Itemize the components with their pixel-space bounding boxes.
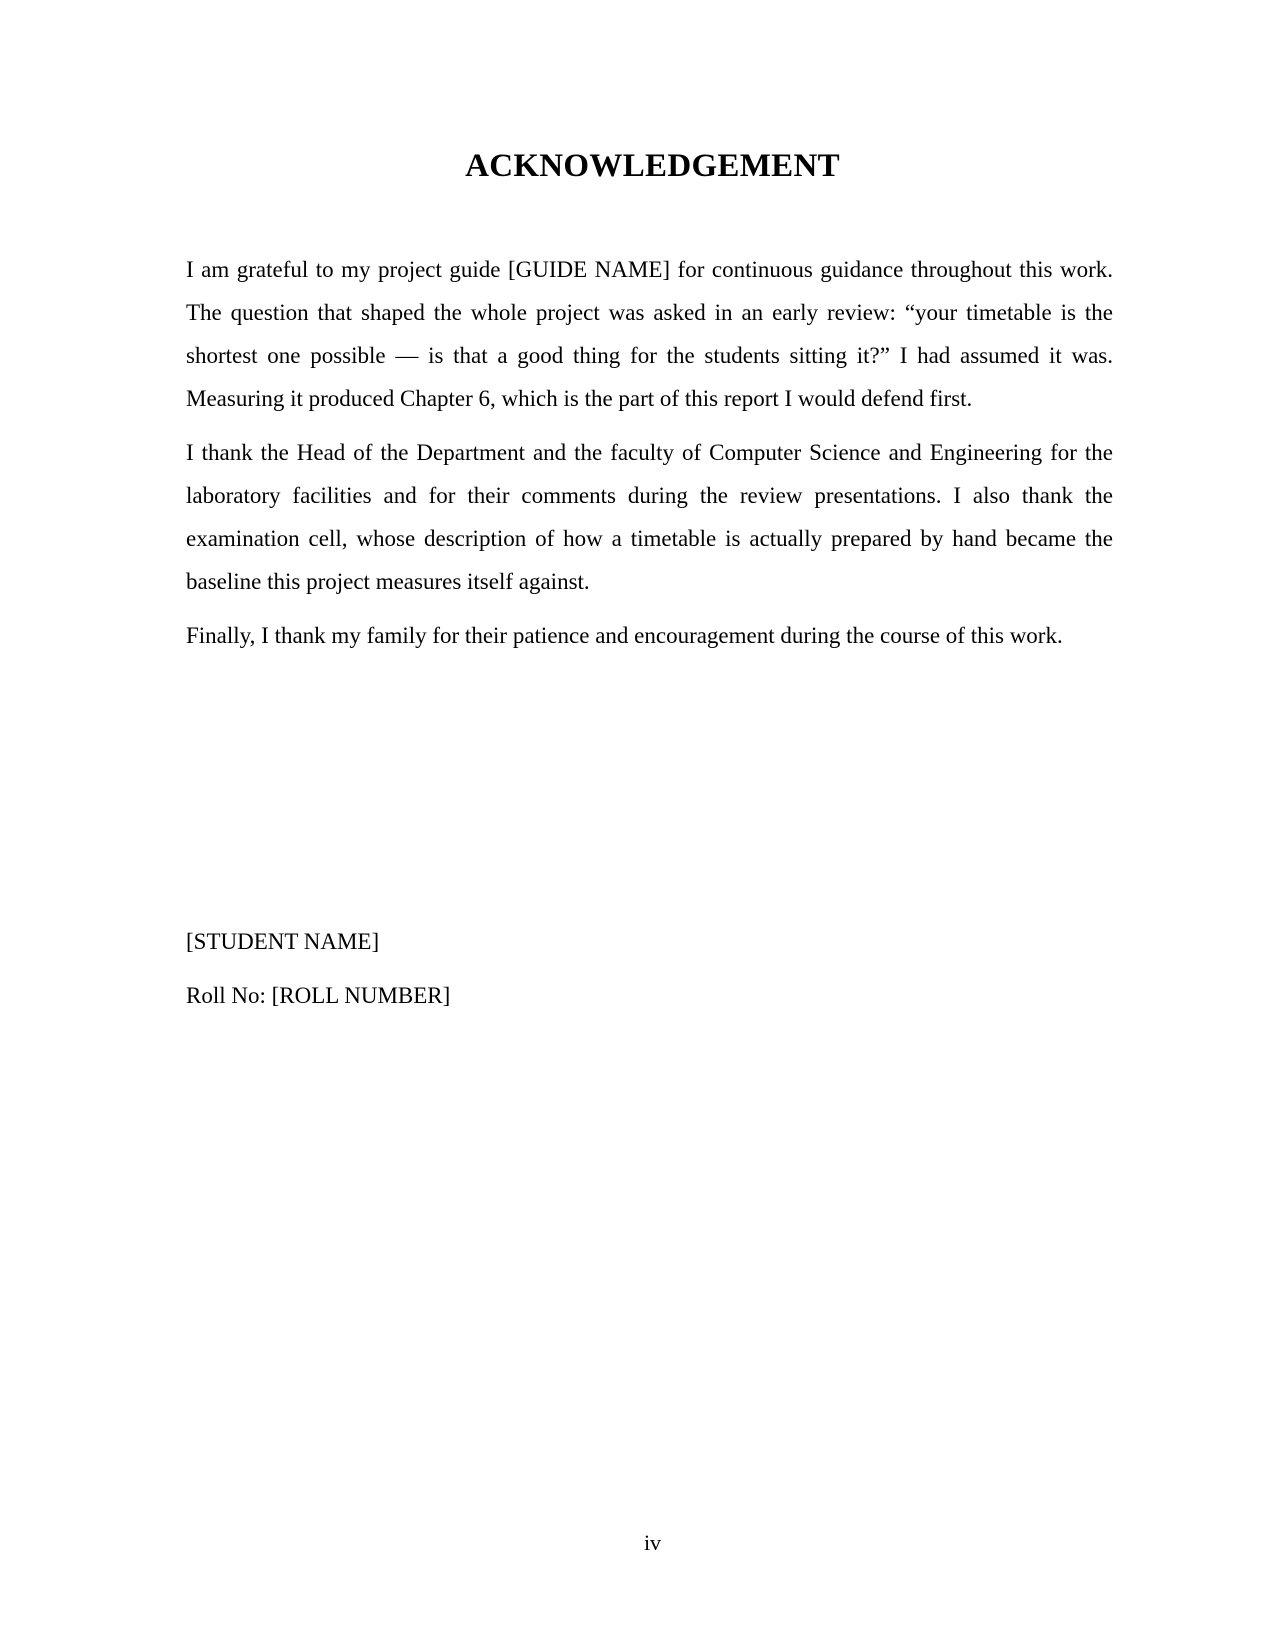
paragraph-department: I thank the Head of the Department and the faculty of Computer Science and Engineering for the laboratory facilities and for their comments during the review presentations. I also thank the examination cell, whose description of how a timetable is actually prepared by hand became the baseline this project measures itself against. [186,440,1113,594]
page-title: ACKNOWLEDGEMENT [465,148,840,184]
roll-number: Roll No: [ROLL NUMBER] [186,983,451,1008]
student-name: [STUDENT NAME] [186,929,380,954]
signature-block [186,920,786,1028]
paragraph-family: Finally, I thank my family for their patience and encouragement during the course of this work. [186,623,1063,648]
paragraph-guide: I am grateful to my project guide [GUIDE NAME] for continuous guidance throughout this work. The question that shaped the whole project was asked in an early review: “your timetable is the shortest one possible — is that a good thing for the students sitting it?” I had assumed it was. Measuring it produced Chapter 6, which is the part of this report I would defend first. [186,257,1113,411]
page-number: iv [643,1530,662,1555]
acknowledgement-body [186,248,1113,668]
